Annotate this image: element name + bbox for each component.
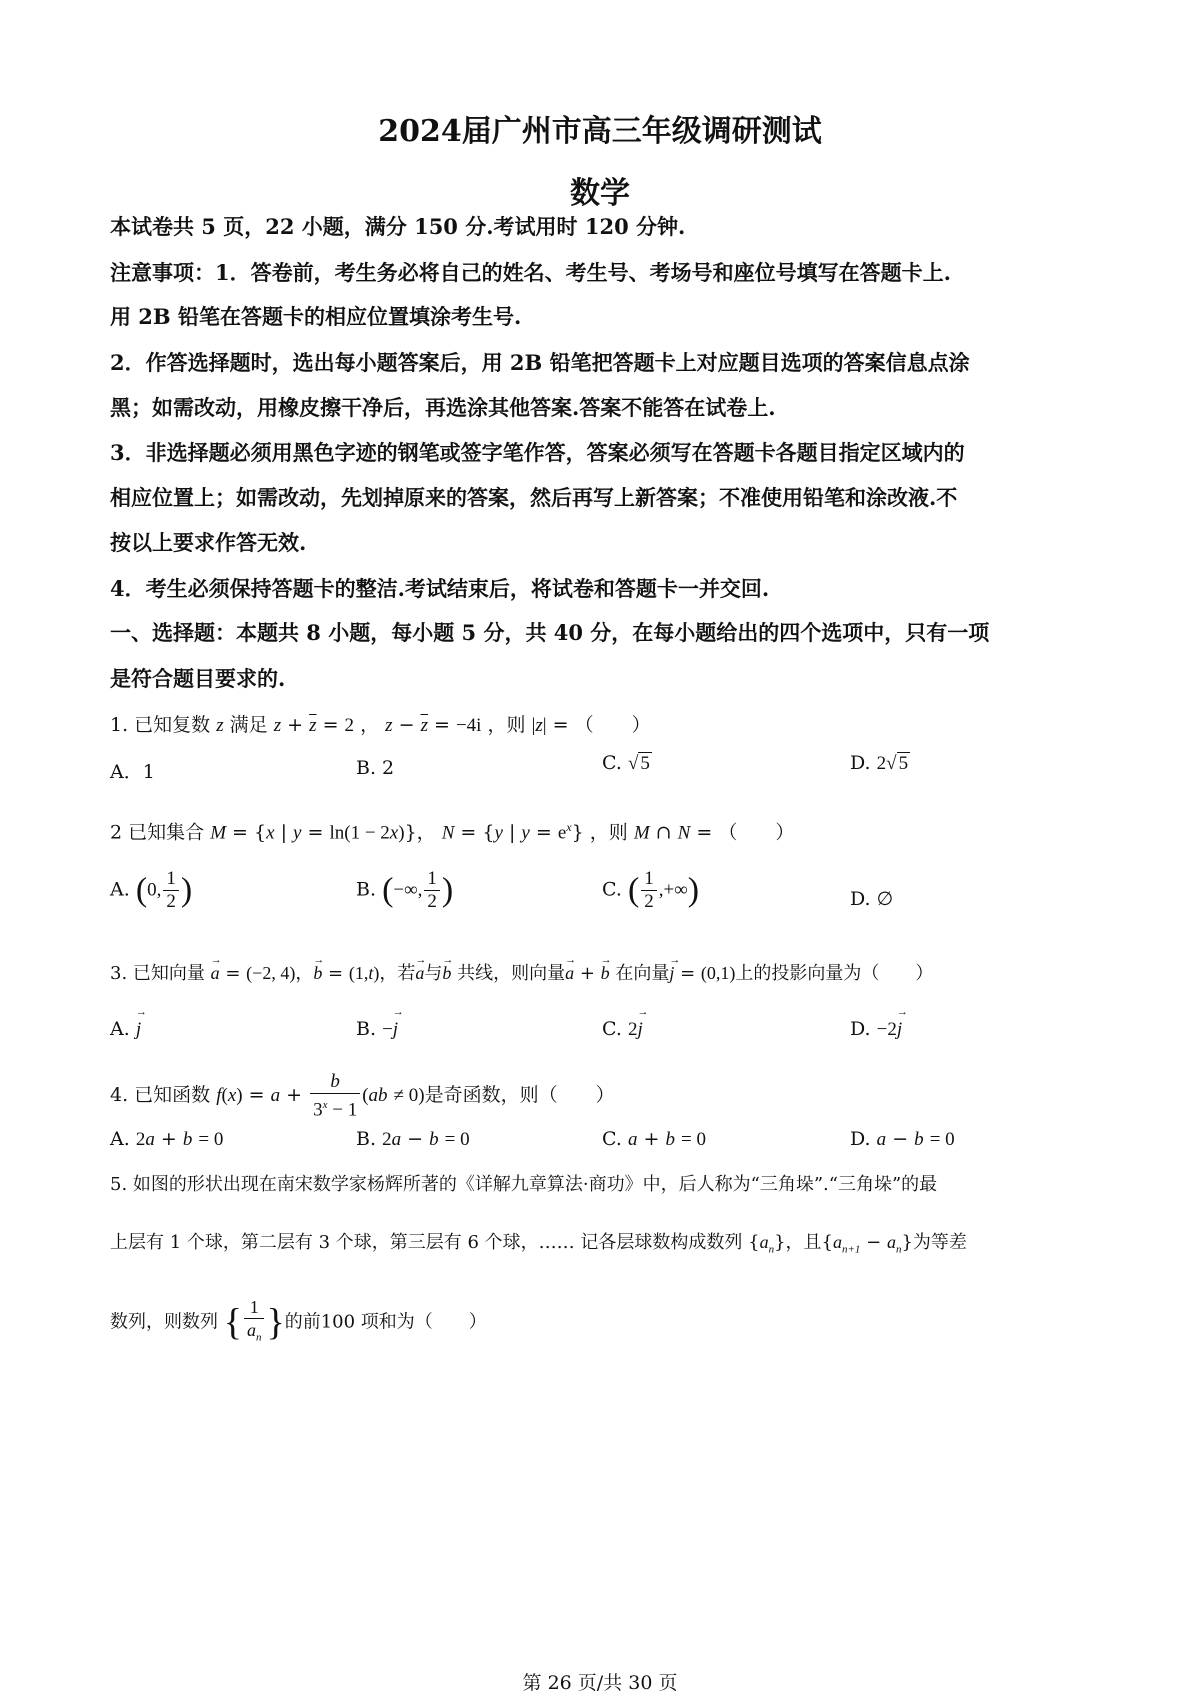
q2-option-b: B. (−∞, $\frac{1}{2}$ )	[356, 868, 454, 912]
question-4: 4. 已知函数 f(x) = a + $\frac{b}{3^x - 1}$ (ab ≠ 0)是奇函数，则（ ）	[110, 1070, 615, 1121]
instructions-line-1: 本试卷共 5 页，22 小题，满分 150 分.考试用时 120 分钟.	[110, 214, 686, 239]
instructions-line-2: 注意事项：1．答卷前，考生务必将自己的姓名、考生号、考场号和座位号填写在答题卡上.	[110, 260, 951, 285]
q1-prefix: 1. 已知复数	[110, 714, 211, 736]
question-5-line-2: 上层有 1 个球，第二层有 3 个球，第三层有 6 个球，…… 记各层球数构成数列 $\{a_n\}$，且$\{a_{n+1} - a_n\}$为等差	[110, 1232, 967, 1256]
q4-option-c: C. a + b = 0	[602, 1128, 706, 1150]
q1-option-d: D. 2√ 5	[850, 752, 909, 774]
q3-option-c: C. 2→ j	[602, 1018, 643, 1041]
question-3: 3. 已知向量 → a = (−2, 4)，→ b = (1,t)，若→ a与→ b 共线，则向量→ a + → b 在向量→ j = (0,1)上的投影向量为（ ）	[110, 958, 1100, 989]
q3-option-a: A. → j	[110, 1018, 141, 1041]
q1-option-b: B. 2	[356, 757, 395, 779]
question-2: 2 已知集合 M = {x | y = ln(1 − 2x)}， N = {y | $y = e^x$} ，则 M ∩ N = （ ）	[110, 820, 795, 844]
q4-option-a: A. 2a + b = 0	[110, 1128, 224, 1150]
q1-option-a: A．1	[110, 761, 155, 783]
subject-title: 数学	[570, 176, 630, 211]
instructions-line-6: 3．非选择题必须用黑色字迹的钢笔或签字笔作答，答案必须写在答题卡各题目指定区域内的	[110, 440, 965, 465]
question-1: 1. 已知复数 z 满足 $z + \overline{z} = 2$ ， $z - \overline{z} = -4i$ ，则 |z| = （ ）	[110, 714, 651, 736]
q4-option-b: B. 2a − b = 0	[356, 1128, 470, 1150]
page-footer: 第 26 页/共 30 页	[522, 1672, 678, 1694]
q2-option-c: C. ( $\frac{1}{2}$ ,+∞)	[602, 868, 700, 912]
section-heading-line-2: 是符合题目要求的.	[110, 666, 286, 691]
instructions-line-7: 相应位置上；如需改动，先划掉原来的答案，然后再写上新答案；不准使用铅笔和涂改液.不	[110, 485, 958, 510]
q2-option-a: A. (0, $\frac{1}{2}$ )	[110, 868, 193, 912]
q2-option-d: D. ∅	[850, 888, 894, 910]
q3-option-b: B. −→ j	[356, 1018, 398, 1041]
instructions-line-3: 用 2B 铅笔在答题卡的相应位置填涂考生号.	[110, 304, 522, 329]
exam-title: 2024届广州市高三年级调研测试	[378, 114, 822, 149]
q3-option-d: D. −2→ j	[850, 1018, 902, 1041]
question-5-line-3: 数列，则数列 { $\frac{1}{a_n}$ }的前100 项和为（ ）	[110, 1297, 487, 1344]
q1-option-c: C. √ 5	[602, 752, 650, 774]
q4-option-d: D. a − b = 0	[850, 1128, 955, 1150]
instructions-line-8: 按以上要求作答无效.	[110, 530, 307, 555]
instructions-line-4: 2．作答选择题时，选出每小题答案后，用 2B 铅笔把答题卡上对应题目选项的答案信息点涂	[110, 350, 970, 375]
q1-mid: 满足	[229, 714, 268, 736]
question-5-line-1: 5. 如图的形状出现在南宋数学家杨辉所著的《详解九章算法·商功》中，后人称为“三角垛”.“三角垛”的最	[110, 1174, 938, 1195]
section-heading-line-1: 一、选择题：本题共 8 小题，每小题 5 分，共 40 分，在每小题给出的四个选项中，只有一项	[110, 620, 990, 645]
instructions-line-9: 4．考生必须保持答题卡的整洁.考试结束后，将试卷和答题卡一并交回.	[110, 576, 770, 601]
instructions-line-5: 黑；如需改动，用橡皮擦干净后，再选涂其他答案.答案不能答在试卷上.	[110, 395, 776, 420]
